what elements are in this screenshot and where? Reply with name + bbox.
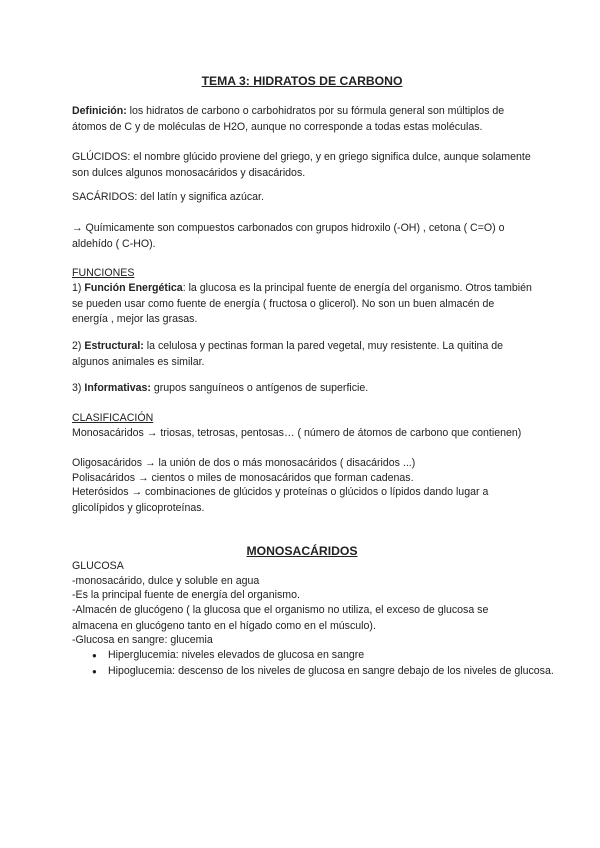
glucosa-line: -monosacárido, dulce y soluble en agua bbox=[72, 575, 260, 587]
definition-label: Definición: bbox=[72, 105, 127, 117]
funciones-heading: FUNCIONES bbox=[72, 267, 135, 279]
definition-paragraph bbox=[72, 104, 532, 135]
function-label: Estructural: bbox=[84, 340, 144, 352]
definition-text: los hidratos de carbono o carbohidratos por su fórmula general son múltiplos de átomos de C y de moléculas de H2O, aunque no corresponde a todas estas moléculas. bbox=[72, 105, 505, 133]
section-title: MONOSACÁRIDOS bbox=[246, 544, 358, 558]
clasificacion-heading: CLASIFICACIÓN bbox=[72, 412, 154, 424]
function-item: 2) Estructural: la celulosa y pectinas forman la pared vegetal, muy resistente. La quitina de algunos animales es similar. bbox=[72, 340, 504, 368]
glucemia-list bbox=[72, 648, 568, 679]
function-item: 3) Informativas: grupos sanguíneos o antígenos de superficie. bbox=[72, 382, 369, 394]
classification-line: Heterósidos → combinaciones de glúcidos y proteínas o glúcidos o lípidos dando lugar a glicolípidos y glicoproteínas. bbox=[72, 486, 489, 514]
classification-line: Oligosacáridos → la unión de dos o más monosacáridos ( disacáridos ...) bbox=[72, 457, 416, 469]
page-title: TEMA 3: HIDRATOS DE CARBONO bbox=[201, 74, 403, 88]
glucosa-line: -Es la principal fuente de energía del organismo. bbox=[72, 589, 300, 601]
glucosa-subtitle: GLUCOSA bbox=[72, 560, 124, 572]
function-label: Función Energética bbox=[84, 282, 183, 294]
sacaridos-paragraph: SACÁRIDOS: del latín y significa azúcar. bbox=[72, 191, 264, 203]
list-item: ● Hipoglucemia: descenso de los niveles de glucosa en sangre debajo de los niveles de glucosa. bbox=[108, 664, 568, 680]
classification-line: Monosacáridos → triosas, tetrosas, pentosas… ( número de átomos de carbono que contienen) bbox=[72, 427, 522, 439]
glucosa-line: -Glucosa en sangre: glucemia bbox=[72, 634, 213, 646]
chemistry-paragraph: → Químicamente son compuestos carbonados con grupos hidroxilo (-OH) , cetona ( C=O) o aldehído ( C-HO). bbox=[72, 222, 505, 250]
function-item: 1) Función Energética: la glucosa es la principal fuente de energía del organismo. Otros también se pueden usar como fuente de energía ( fructosa o glicerol). No son un buen almacén de energía , mejor las grasas. bbox=[72, 282, 532, 325]
list-item: ● Hiperglucemia: niveles elevados de glucosa en sangre bbox=[108, 648, 568, 664]
classification-line: Polisacáridos → cientos o miles de monosacáridos que forman cadenas. bbox=[72, 472, 414, 484]
function-label: Informativas: bbox=[84, 382, 151, 394]
glucosa-line: -Almacén de glucógeno ( la glucosa que el organismo no utiliza, el exceso de glucosa se almacena en glucógeno tanto en el hígado como en el músculo). bbox=[72, 604, 489, 632]
glucidos-paragraph: GLÚCIDOS: el nombre glúcido proviene del griego, y en griego significa dulce, aunque solamente son dulces algunos monosacáridos y disacáridos. bbox=[72, 151, 531, 179]
